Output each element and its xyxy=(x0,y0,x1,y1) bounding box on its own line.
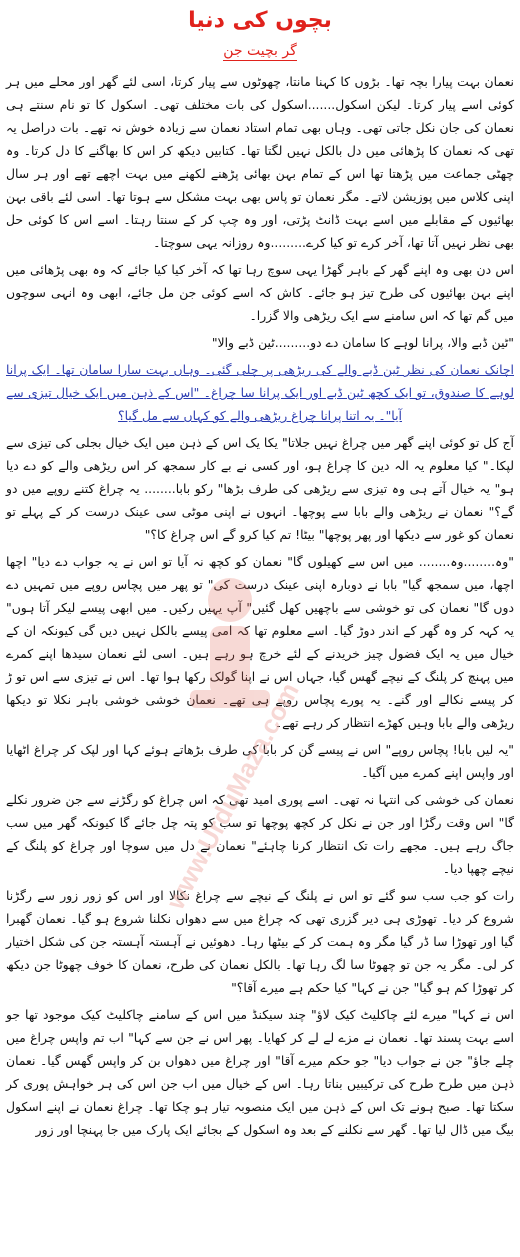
paragraph-4-highlighted: اچانک نعمان کی نظر ٹین ڈبے والے کی ریڑھی پر چلی گئی۔ وہاں بہت سارا سامان تھا۔ ایک پرانا لوہے کا صندوق، تو ایک کچھ ٹین ڈبے اور ایک پرانا سا چراغ۔ "اس کے ذہن میں ایک خیال تیزی سے آیا"۔ یہ اتنا پرانا چراغ ریڑھی والے کو کہاں سے مل گیا؟ xyxy=(6,362,514,423)
paragraph-1: نعمان بہت پیارا بچہ تھا۔ بڑوں کا کہنا مانتا، چھوٹوں سے پیار کرتا، اسی لئے گھر اور محلے میں ہر کوئی اسے پیار کرتا۔ لیکن اسکول.......اسکول کی بات مختلف تھی۔ اسکول کا تو نام سنتے ہی نعمان کی جان نکل جاتی تھی۔ وہاں بھی تمام استاد نعمان سے زیادہ خوش نہ تھے۔ بات دراصل یہ تھی کہ نعمان کا پڑھائی میں دل بالکل نہیں لگتا تھا۔ کتابیں دیکھ کر اس کا بھاگنے کا دل کرتا۔ وہ چھٹی جماعت میں پڑھتا تھا اس کے تمام بہن بھائی پڑھنے لکھنے میں بہت اچھے تھے اور ہر سال اپنی کلاس میں پوزیشن لاتے۔ مگر نعمان تو پاس بھی بہت مشکل سے ہوتا تھا۔ اسی لئے باقی بہن بھائیوں کے مقابلے میں اسے بہت ڈانٹ پڑتی، اور وہ چپ کر کے سنتا رہتا۔ اسے اس کا کوئی حل بھی نظر نہیں آتا تھا، آخر کرے تو کیا کرے.........وہ روزانہ یہی سوچتا۔ xyxy=(6,74,514,250)
paragraph-9: رات کو جب سب سو گئے تو اس نے پلنگ کے نیچے سے چراغ نکالا اور اس کو زور زور سے رگڑنا شروع کر دیا۔ تھوڑی ہی دیر گزری تھی کہ چراغ میں سے دھواں نکلنا شروع ہو گیا۔ نعمان گھبرا گیا اور تھوڑا سا ڈر گیا مگر وہ ہمت کر کے بیٹھا رہا۔ دھوئیں نے آہستہ آہستہ جن کی شکل اختیار کر لی۔ مگر یہ جن تو چھوٹا سا لگ رہا تھا۔ بالکل نعمان کی طرح، نعمان کا خوف چھوٹا جن دیکھ کر تھوڑا کم ہو گیا" جن نے کہا" کیا حکم ہے میرے آقا؟" xyxy=(6,888,514,995)
paragraph-7: "یہ لیں بابا! پچاس روپے" اس نے پیسے گن کر بابا کی طرف بڑھاتے ہوئے کہا اور لپک کر چراغ اٹھایا اور واپس اپنے کمرے میں آگیا۔ xyxy=(6,742,514,780)
paragraph-6: "وہ........وہ........ میں اس سے کھیلوں گا" نعمان کو کچھ نہ آیا تو اس نے یہ جواب دے دیا" اچھا اچھا، میں سمجھ گیا" بابا نے دوبارہ اپنی عینک درست کی" تو پھر میں پچاس روپے میں تمہیں دے دوں گا" نعمان کی تو خوشی سے باچھیں کھل گئیں" آپ یہیں رکیں۔ میں ابھی پیسے لیکر آتا ہوں" یہ کہہ کر وہ گھر کے اندر دوڑ گیا۔ اسے معلوم تھا کہ امی پیسے بالکل نہیں دیں گی کیونکہ ان کے خیال میں یہ ایک فضول چیز خریدنے کے لئے خرچ ہو رہے ہیں۔ اسی لئے نعمان سیدھا اپنے کمرے میں پہنچ کر پلنگ کے نیچے گھس گیا، جہاں اس نے اپنا گولک رکھا ہوا تھا۔ اس نے تیزی سے اس تو ڑ کر پیسے نکالے اور گنے۔ یہ پورے پچاس روپے ہی تھے۔ نعمان خوشی خوشی باہر نکلا تو دیکھا ریڑھی والے بابا وہیں کھڑے انتظار کر رہے تھے۔ xyxy=(6,554,514,730)
watermark-text: www.UrduMaza.com xyxy=(160,677,305,915)
story-page xyxy=(6,4,514,1145)
author-name: گر بچیت جن xyxy=(223,43,297,59)
paragraph-3: "ٹین ڈبے والا، پرانا لوہے کا سامان دے دو.........ٹین ڈبے والا" xyxy=(211,335,514,350)
paragraph-2: اس دن بھی وہ اپنے گھر کے باہر گھڑا یہی سوچ رہا تھا کہ آخر کیا کیا جائے کہ وہ بھی پڑھائی میں اپنے بہن بھائیوں کی طرح تیز ہو جائے۔ کاش کہ اسے کوئی جن مل جائے، ابھی وہ انہی سوچوں میں گم تھا کہ اس سامنے سے ایک ریڑھی والا گزرا۔ xyxy=(6,262,514,323)
paragraph-10: اس نے کہا" میرے لئے چاکلیٹ کیک لاؤ" چند سیکنڈ میں اس کے سامنے چاکلیٹ کیک موجود تھا جو اسے بہت پسند تھا۔ نعمان نے مزے لے لے کر کھایا۔ پھر اس نے جن سے کہا" اب تم واپس چراغ میں چلے جاؤ" جن نے جواب دیا" جو حکم میرے آقا" اور چراغ میں دھواں بن کر واپس گھس گیا۔ نعمان ذہن میں طرح طرح کی ترکیبیں بناتا رہا۔ اس کے خیال میں اب جن اس کی ہر خواہش پوری کر سکتا تھا۔ صبح ہونے تک اس کے ذہن میں ایک منصوبہ تیار ہو چکا تھا۔ چراغ نعمان نے اپنے اسکول بیگ میں ڈال لیا تھا۔ گھر سے نکلنے کے بعد وہ اسکول کے بجائے ایک پارک میں جا پہنچا اور زور xyxy=(6,1007,514,1137)
paragraph-8: نعمان کی خوشی کی انتہا نہ تھی۔ اسے پوری امید تھی کہ اس چراغ کو رگڑنے سے جن ضرور نکلے گا" اس وقت رگڑا اور جن نے نکل کر کچھ پوچھا تو سب کو پتہ چل جائے گا کیونکہ گھر میں سب جاگ رہے ہیں۔ مجھے رات تک انتظار کرنا چاہئے" نعمان نے دل میں سوچا اور چراغ کو پلنگ کے نیچے چھپا دیا۔ xyxy=(6,792,514,876)
page-title: بچوں کی دنیا xyxy=(188,8,332,33)
author-line xyxy=(6,38,514,64)
paragraph-5: آج کل تو کوئی اپنے گھر میں چراغ نہیں جلاتا" یکا یک اس کے ذہن میں ایک خیال بجلی کی تیزی سے لپکا۔" کیا معلوم یہ الہ دین کا چراغ ہو، اور کسی نے بے کار سمجھ کر اس ریڑھی والے کو دے دیا ہو" یہ خیال آتے ہی وہ تیزی سے ریڑھی کی طرف بڑھا" رکو بابا........ یہ چراغ کتنے روپے میں دو گے؟" نعمان نے ریڑھی والے بابا سے پوچھا۔ انہوں نے اپنی موٹی سی عینک درست کر کے پہلے تو نعمان کو غور سے دیکھا اور پھر پوچھا" بیٹا! تم کیا کرو گے اس چراغ کا؟" xyxy=(6,435,514,542)
